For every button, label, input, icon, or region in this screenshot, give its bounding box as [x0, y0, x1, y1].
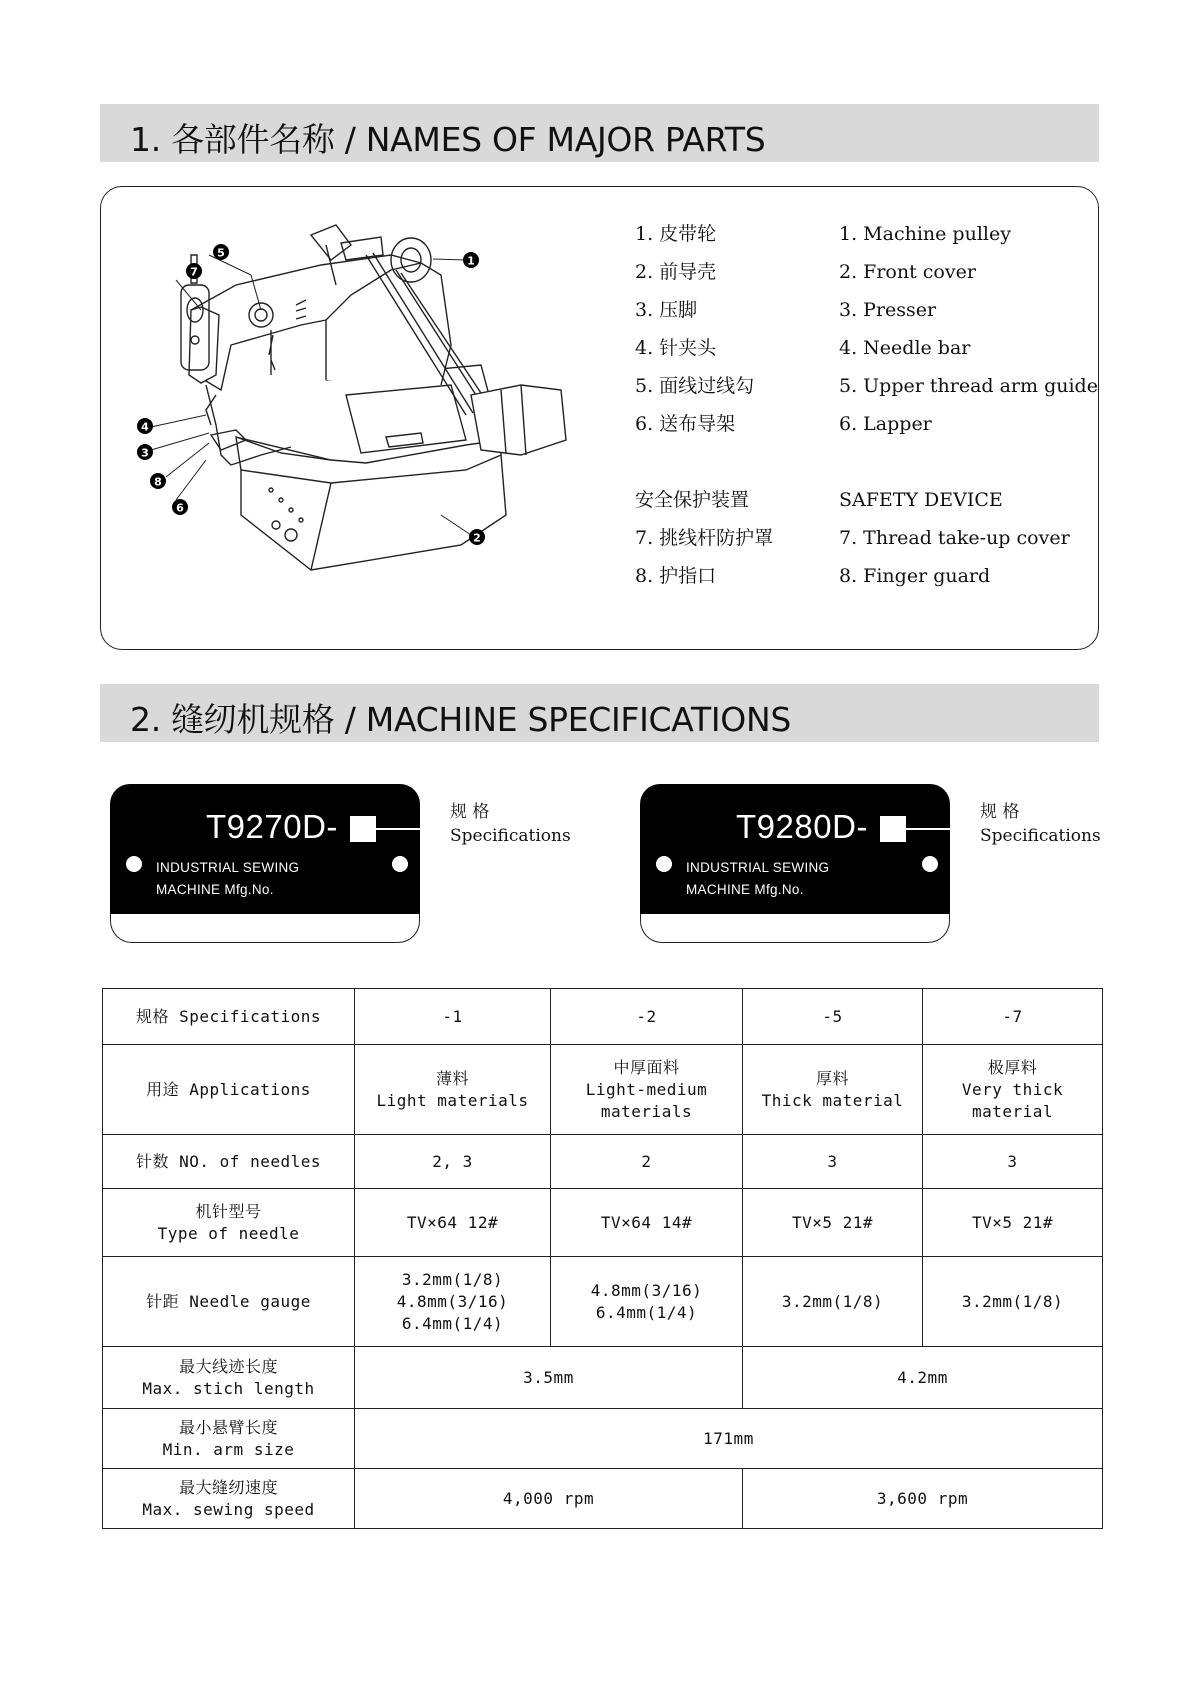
cell-line: materials — [600, 1101, 693, 1121]
cell-line: 中厚面料 — [613, 1057, 680, 1077]
table-cell: TV×64 14# — [551, 1189, 743, 1257]
table-row — [103, 1347, 1103, 1409]
parts-list-en — [839, 215, 1098, 595]
part-item: 1. 皮带轮 — [635, 223, 717, 245]
table-row — [103, 989, 1103, 1045]
callout-number: 7 — [190, 265, 198, 279]
table-cell: 2, 3 — [355, 1135, 551, 1189]
safety-heading: 安全保护装置 — [635, 489, 750, 511]
table-cell: 3.2mm(1/8) — [923, 1257, 1103, 1347]
table-cell: TV×5 21# — [923, 1189, 1103, 1257]
table-cell — [355, 1045, 551, 1135]
col-header: -5 — [743, 989, 923, 1045]
label-zh: 规 格 — [980, 802, 1020, 822]
label-zh: 规 格 — [450, 802, 490, 822]
row-header: 针数 NO. of needles — [103, 1135, 355, 1189]
callout-number: 4 — [141, 420, 149, 434]
callout-number: 2 — [473, 531, 481, 545]
table-cell: 3 — [743, 1135, 923, 1189]
part-item: 8. Finger guard — [839, 565, 991, 587]
cell-line: Max. stich length — [142, 1378, 315, 1398]
part-item: 8. 护指口 — [635, 565, 717, 587]
cell-line: Type of needle — [157, 1223, 300, 1243]
part-item: 2. 前导壳 — [635, 261, 717, 283]
cell-line: 最小悬臂长度 — [178, 1417, 278, 1437]
callout-number: 6 — [176, 501, 184, 515]
table-cell — [551, 1045, 743, 1135]
section-title: 2. 缝纫机规格 / MACHINE SPECIFICATIONS — [130, 700, 791, 739]
cell-line: 最大缝纫速度 — [178, 1477, 278, 1497]
cell-line: 6.4mm(1/4) — [595, 1302, 698, 1322]
nameplate — [640, 784, 950, 944]
part-item: 1. Machine pulley — [839, 223, 1011, 245]
row-header: 用途 Applications — [103, 1045, 355, 1135]
nameplate — [110, 784, 420, 944]
part-item: 3. Presser — [839, 299, 937, 321]
cell-line: 极厚料 — [987, 1057, 1038, 1077]
part-item: 7. 挑线杆防护罩 — [635, 527, 774, 549]
table-cell: TV×64 12# — [355, 1189, 551, 1257]
part-item: 4. 针夹头 — [635, 337, 717, 359]
cell-line: 机针型号 — [195, 1201, 262, 1221]
mounting-hole — [656, 856, 672, 872]
callout-number: 1 — [467, 254, 475, 268]
table-row — [103, 1189, 1103, 1257]
cell-line: Light-medium — [585, 1079, 708, 1099]
table-cell: 171mm — [355, 1409, 1103, 1469]
safety-heading: SAFETY DEVICE — [839, 489, 1003, 511]
table-row — [103, 1257, 1103, 1347]
cell-line: 薄料 — [435, 1068, 469, 1088]
table-cell — [743, 1045, 923, 1135]
table-cell — [551, 1257, 743, 1347]
cell-line: Max. sewing speed — [142, 1499, 315, 1519]
part-item: 5. Upper thread arm guide — [839, 375, 1098, 397]
row-header: 针距 Needle gauge — [103, 1257, 355, 1347]
row-header — [103, 1189, 355, 1257]
plate-text: INDUSTRIAL SEWING — [156, 860, 300, 875]
table-row — [103, 1409, 1103, 1469]
cell-line: 6.4mm(1/4) — [401, 1313, 504, 1333]
part-item: 3. 压脚 — [635, 299, 698, 321]
table-cell: 3.5mm — [355, 1347, 743, 1409]
table-cell: TV×5 21# — [743, 1189, 923, 1257]
row-header — [103, 1469, 355, 1529]
table-cell: 4.2mm — [743, 1347, 1103, 1409]
mounting-hole — [922, 856, 938, 872]
part-item: 2. Front cover — [839, 261, 976, 283]
cell-line: Light materials — [376, 1090, 529, 1110]
section-header-specs — [100, 684, 1099, 742]
col-header: -2 — [551, 989, 743, 1045]
cell-line: 3.2mm(1/8) — [401, 1269, 504, 1289]
table-row — [103, 1045, 1103, 1135]
col-header: -1 — [355, 989, 551, 1045]
table-cell: 2 — [551, 1135, 743, 1189]
model-number: T9280D- — [736, 808, 868, 845]
table-row — [103, 1135, 1103, 1189]
sewing-machine-diagram — [121, 215, 591, 595]
parts-panel — [100, 186, 1099, 650]
spec-table — [102, 988, 1103, 1529]
cell-line: 厚料 — [815, 1068, 849, 1088]
cell-line: 4.8mm(3/16) — [396, 1291, 509, 1311]
plate-label — [980, 800, 1101, 848]
cell-line: Min. arm size — [162, 1439, 295, 1459]
model-number: T9270D- — [206, 808, 338, 845]
table-row — [103, 1469, 1103, 1529]
table-cell: 3 — [923, 1135, 1103, 1189]
part-item: 4. Needle bar — [839, 337, 971, 359]
cell-line: Thick material — [761, 1090, 904, 1110]
plate-text: INDUSTRIAL SEWING — [686, 860, 830, 875]
part-item: 5. 面线过线勾 — [635, 375, 755, 397]
table-cell: 3,600 rpm — [743, 1469, 1103, 1529]
table-cell — [923, 1045, 1103, 1135]
row-header — [103, 1347, 355, 1409]
plate-text: MACHINE Mfg.No. — [156, 882, 274, 897]
part-item: 7. Thread take-up cover — [839, 527, 1070, 549]
table-cell: 3.2mm(1/8) — [743, 1257, 923, 1347]
section-title: 1. 各部件名称 / NAMES OF MAJOR PARTS — [130, 120, 766, 159]
cell-line: material — [971, 1101, 1054, 1121]
cell-line: 最大线迹长度 — [178, 1356, 278, 1376]
callout-number: 5 — [217, 246, 225, 260]
col-header: -7 — [923, 989, 1103, 1045]
row-header: 规格 Specifications — [103, 989, 355, 1045]
table-cell — [355, 1257, 551, 1347]
section-header-parts — [100, 104, 1099, 162]
plate-text: MACHINE Mfg.No. — [686, 882, 804, 897]
mounting-hole — [126, 856, 142, 872]
part-item: 6. 送布导架 — [635, 413, 736, 435]
plate-label — [450, 800, 571, 848]
parts-list-zh — [635, 215, 773, 595]
cell-line: Very thick — [961, 1079, 1064, 1099]
label-en: Specifications — [450, 826, 571, 846]
callout-number: 3 — [141, 446, 149, 460]
label-en: Specifications — [980, 826, 1101, 846]
row-header — [103, 1409, 355, 1469]
cell-line: 4.8mm(3/16) — [590, 1280, 703, 1300]
mounting-hole — [392, 856, 408, 872]
callout-number: 8 — [154, 475, 162, 489]
part-item: 6. Lapper — [839, 413, 932, 435]
table-cell: 4,000 rpm — [355, 1469, 743, 1529]
